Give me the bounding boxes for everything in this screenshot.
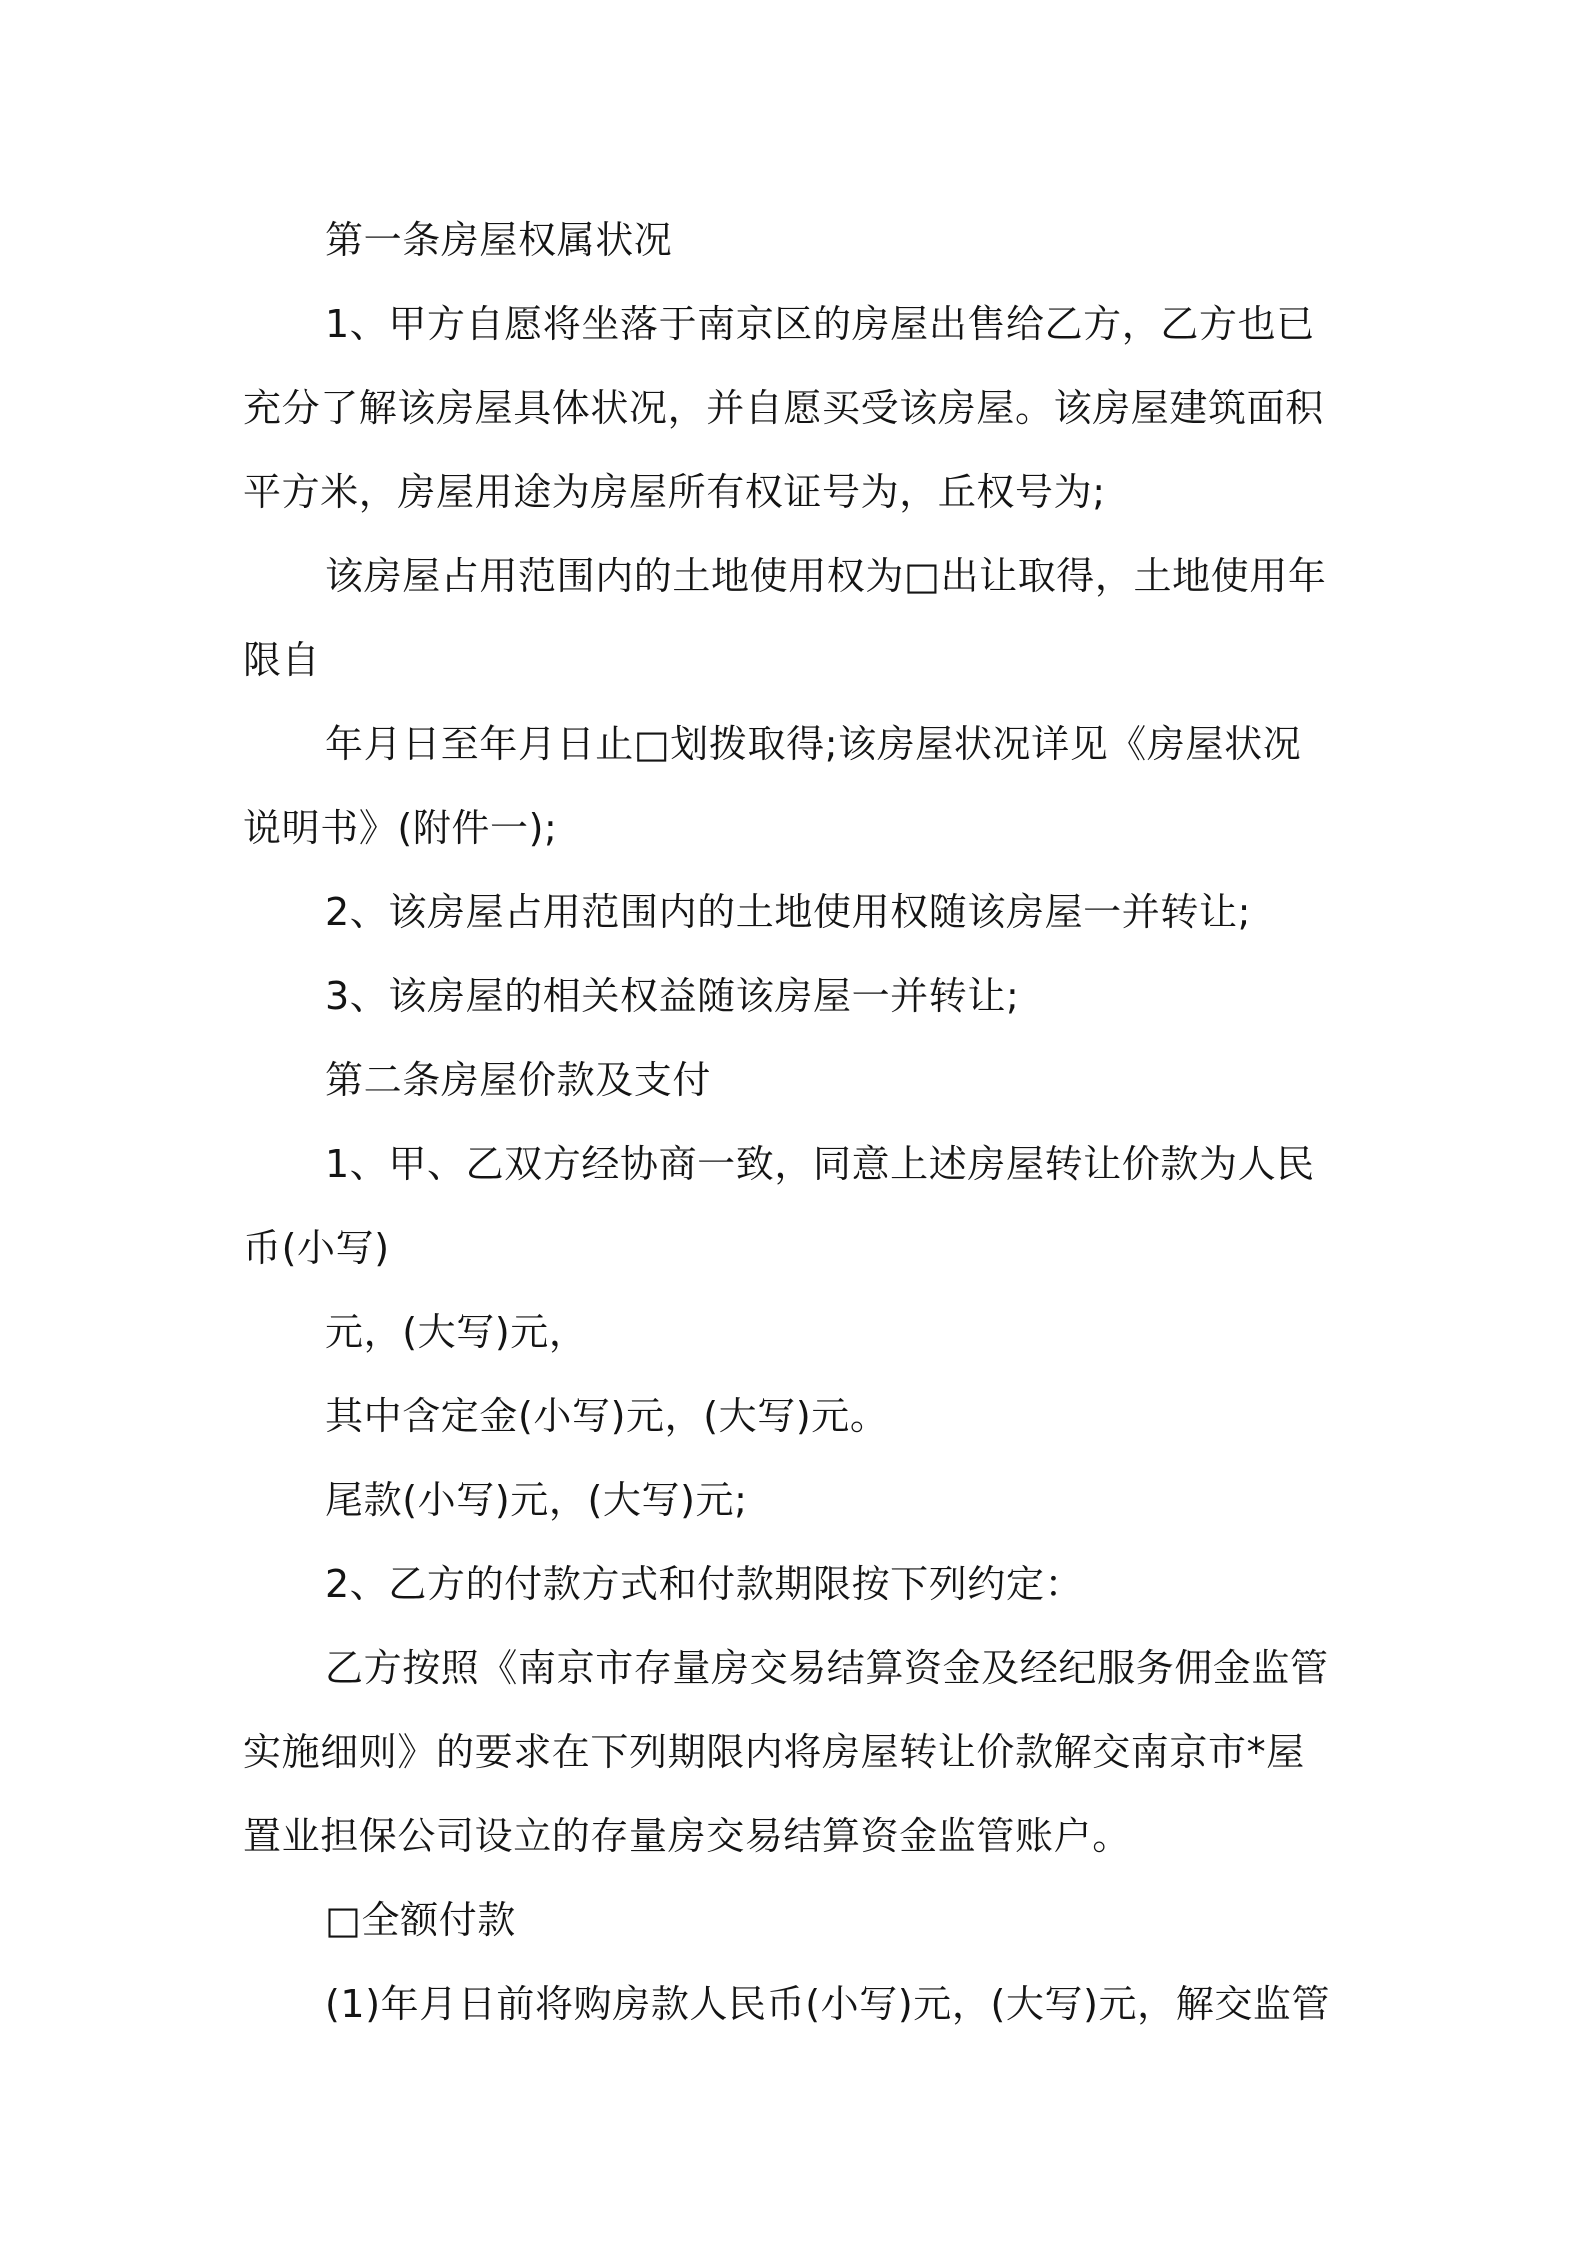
document-line: 说明书》(附件一); (243, 806, 558, 850)
document-line: 2、该房屋占用范围内的土地使用权随该房屋一并转让; (325, 890, 1251, 934)
document-line: 其中含定金(小写)元，(大写)元。 (325, 1394, 889, 1438)
document-line: 置业担保公司设立的存量房交易结算资金监管账户。 (243, 1814, 1131, 1858)
document-line: 1、甲方自愿将坐落于南京区的房屋出售给乙方，乙方也已 (325, 302, 1315, 346)
document-line: 第一条房屋权属状况 (325, 218, 673, 262)
document-line: 2、乙方的付款方式和付款期限按下列约定： (325, 1562, 1084, 1606)
document-line: 3、该房屋的相关权益随该房屋一并转让; (325, 974, 1020, 1018)
document-line: 该房屋占用范围内的土地使用权为□出让取得，土地使用年 (325, 554, 1327, 598)
document-line: 第二条房屋价款及支付 (325, 1058, 712, 1102)
document-line: 年月日至年月日止□划拨取得;该房屋状况详见《房屋状况 (325, 722, 1302, 766)
document-line: 元，(大写)元， (325, 1310, 588, 1354)
document-line: 尾款(小写)元，(大写)元; (325, 1478, 748, 1522)
document-line: 充分了解该房屋具体状况，并自愿买受该房屋。该房屋建筑面积 (243, 386, 1324, 430)
document-line: 限自 (243, 638, 321, 682)
document-line: 币(小写) (243, 1226, 390, 1270)
document-line: 实施细则》的要求在下列期限内将房屋转让价款解交南京市*屋 (243, 1730, 1305, 1774)
document-line: 乙方按照《南京市存量房交易结算资金及经纪服务佣金监管 (325, 1646, 1329, 1690)
document-line: □全额付款 (325, 1898, 516, 1942)
document-line: 平方米，房屋用途为房屋所有权证号为，丘权号为; (243, 470, 1106, 514)
document-line: (1)年月日前将购房款人民币(小写)元，(大写)元，解交监管 (325, 1982, 1331, 2026)
document-line: 1、甲、乙双方经协商一致，同意上述房屋转让价款为人民 (325, 1142, 1315, 1186)
document-body (243, 198, 1353, 2046)
